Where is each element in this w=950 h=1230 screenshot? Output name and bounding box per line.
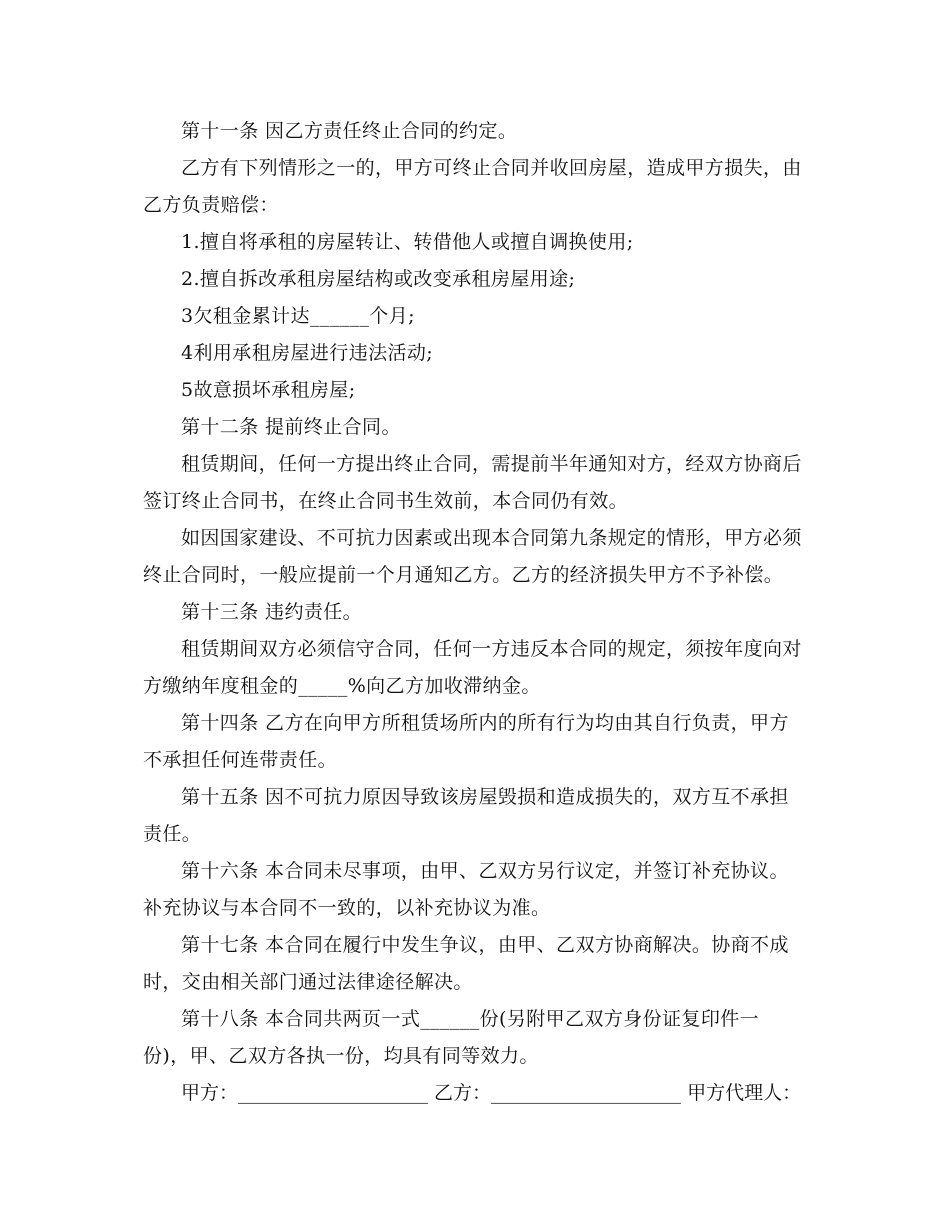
- clause-13-para: 租赁期间双方必须信守合同，任何一方违反本合同的规定，须按年度向对方缴纳年度租金的_____%向乙方加收滞纳金。: [143, 638, 802, 697]
- clause-12-heading: 第十二条 提前终止合同。: [181, 416, 401, 438]
- clause-13-heading: 第十三条 违约责任。: [181, 601, 363, 623]
- clause-11-item-5: 5故意损坏承租房屋;: [181, 379, 356, 401]
- clause-15: 第十五条 因不可抗力原因导致该房屋毁损和造成损失的，双方互不承担责任。: [143, 786, 789, 845]
- document-body: [143, 113, 803, 1112]
- clause-11-item-4: 4利用承租房屋进行违法活动;: [181, 342, 434, 364]
- clause-17: 第十七条 本合同在履行中发生争议，由甲、乙双方协商解决。协商不成时，交由相关部门通过法律途径解决。: [143, 934, 789, 993]
- clause-18: 第十八条 本合同共两页一式______份(另附甲乙双方身份证复印件一份)，甲、乙双方各执一份，均具有同等效力。: [143, 1008, 760, 1067]
- clause-11-item-3: 3欠租金累计达______个月;: [181, 305, 415, 327]
- clause-14: 第十四条 乙方在向甲方所租赁场所内的所有行为均由其自行负责，甲方不承担任何连带责任。: [143, 712, 789, 771]
- clause-16: 第十六条 本合同未尽事项，由甲、乙双方另行议定，并签订补充协议。补充协议与本合同不一致的，以补充协议为准。: [143, 860, 789, 919]
- clause-11-item-2: 2.擅自拆改承租房屋结构或改变承租房屋用途;: [181, 268, 576, 290]
- clause-11-intro: 乙方有下列情形之一的，甲方可终止合同并收回房屋，造成甲方损失，由乙方负责赔偿：: [143, 157, 802, 216]
- signature-line: 甲方：____________________ 乙方：____________________ 甲方代理人：: [181, 1082, 802, 1104]
- clause-12-para-1: 租赁期间，任何一方提出终止合同，需提前半年通知对方，经双方协商后签订终止合同书，在终止合同书生效前，本合同仍有效。: [143, 453, 802, 512]
- clause-11-heading: 第十一条 因乙方责任终止合同的约定。: [181, 120, 518, 142]
- clause-11-item-1: 1.擅自将承租的房屋转让、转借他人或擅自调换使用;: [181, 231, 634, 253]
- clause-12-para-2: 如因国家建设、不可抗力因素或出现本合同第九条规定的情形，甲方必须终止合同时，一般应提前一个月通知乙方。乙方的经济损失甲方不予补偿。: [143, 527, 802, 586]
